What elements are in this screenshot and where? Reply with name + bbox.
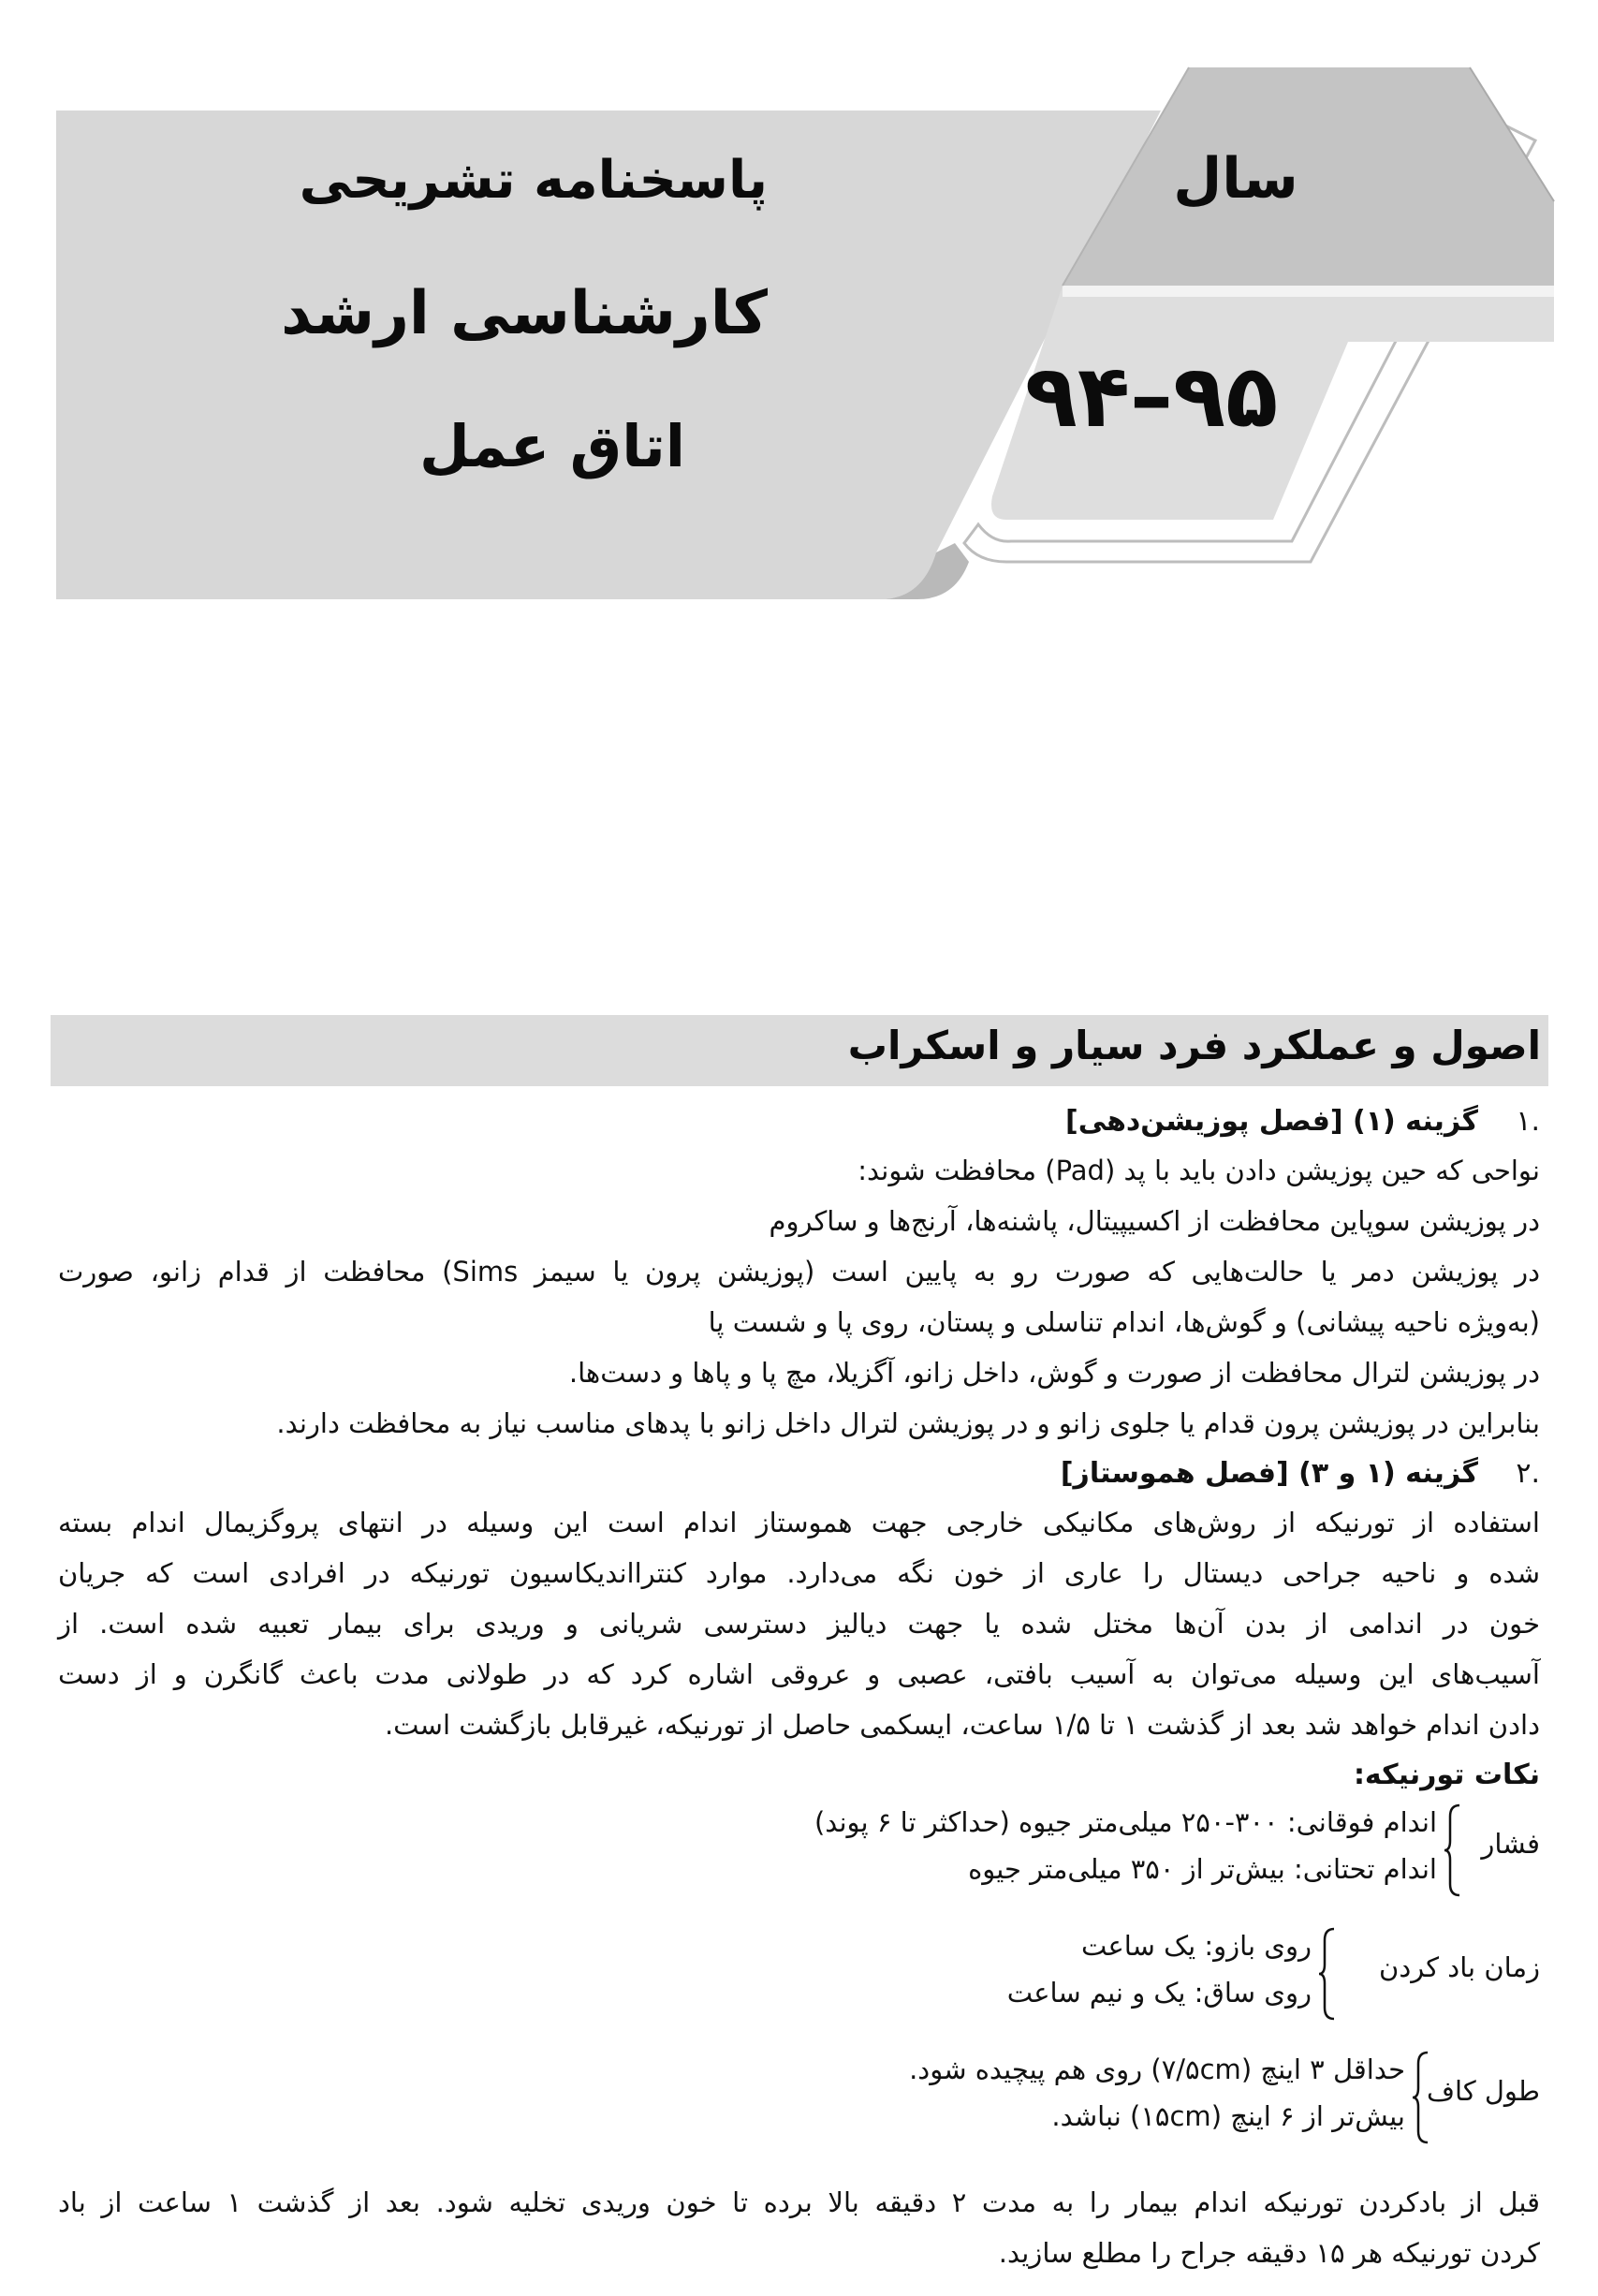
note-group-cuff-length-item-2: بیش‌تر از ۶ اینچ (۱۵cm) نباشد. bbox=[1051, 2100, 1405, 2132]
note-group-pressure-item-2: اندام تحتانی: بیش‌تر از ۳۵۰ میلی‌متر جیوه bbox=[968, 1853, 1437, 1885]
note-group-cuff-length bbox=[604, 2049, 1540, 2142]
note-group-inflation-time bbox=[604, 1925, 1540, 2019]
note-group-inflation-time-item-1: روی بازو: یک ساعت bbox=[1081, 1930, 1312, 1962]
note-group-inflation-time-label: زمان باد کردن bbox=[1379, 1951, 1540, 1983]
banner-graphic bbox=[0, 0, 1598, 655]
q1-line-6: بنابراین در پوزیشن پرون قدام یا جلوی زانو و در پوزیشن لترال داخل زانو با پدهای مناسب نیاز به محافظت دارند. bbox=[276, 1407, 1540, 1439]
q2-closing-line-1: قبل از بادکردن تورنیکه اندام بیمار را به مدت ۲ دقیقه بالا برده تا خون وریدی تخلیه شود. بعد از گذشت ۱ ساعت از باد bbox=[58, 2186, 1540, 2218]
question-2-number: .۲ bbox=[1516, 1457, 1540, 1490]
question-2-heading bbox=[1061, 1453, 1540, 1494]
note-group-pressure bbox=[604, 1802, 1540, 1895]
q1-line-2: در پوزیشن سوپاین محافظت از اکسیپیتال، پاشنه‌ها، آرنج‌ها و ساکروم bbox=[769, 1205, 1540, 1237]
q2-closing-line-2: کردن تورنیکه هر ۱۵ دقیقه جراح را مطلع سازید. bbox=[998, 2237, 1540, 2269]
q2-line-4: آسیب‌های این وسیله می‌توان به آسیب بافتی، عصبی و عروقی اشاره کرد که در طولانی مدت باعث گانگرن و از دست bbox=[58, 1658, 1540, 1690]
banner-title-line3: اتاق عمل bbox=[418, 412, 686, 480]
q1-line-1: نواحی که حین پوزیشن دادن باید با پد (Pad) محافظت شوند: bbox=[858, 1155, 1540, 1186]
q2-line-5: دادن اندام خواهد شد بعد از گذشت ۱ تا ۱/۵ ساعت، ایسکمی حاصل از تورنیکه، غیرقابل بازگشت است. bbox=[384, 1709, 1540, 1741]
note-group-pressure-item-1: اندام فوقانی: ۳۰۰-۲۵۰ میلی‌متر جیوه (حداکثر تا ۶ پوند) bbox=[814, 1806, 1437, 1838]
q2-line-3: خون در اندامی از بدن آن‌ها مختل شده یا جهت دیالیز دسترسی شریانی و وریدی برای بیمار تعبیه شده است. از bbox=[58, 1608, 1540, 1640]
header-banner bbox=[0, 0, 1598, 655]
tourniquet-notes-heading: نکات تورنیکه: bbox=[1353, 1759, 1540, 1791]
curly-brace-icon bbox=[1317, 1927, 1336, 2021]
question-2-answer: گزینه (۱ و ۳) [فصل هموستاز] bbox=[1060, 1457, 1478, 1490]
note-group-inflation-time-item-2: روی ساق: یک و نیم ساعت bbox=[1006, 1977, 1312, 2009]
curly-brace-icon bbox=[1411, 2051, 1429, 2144]
question-1-number: .۱ bbox=[1516, 1105, 1540, 1138]
section-title: اصول و عملکرد فرد سیار و اسکراب bbox=[847, 1023, 1541, 1068]
banner-year-label: سال bbox=[1173, 146, 1298, 212]
q1-line-5: در پوزیشن لترال محافظت از صورت و گوش، داخل زانو، آگزیلا، مچ پا و پاها و دست‌ها. bbox=[568, 1357, 1540, 1389]
note-group-cuff-length-label: طول کاف bbox=[1426, 2075, 1540, 2107]
q2-line-2: شده و ناحیه جراحی دیستال را عاری از خون نگه می‌دارد. موارد کنترااندیکاسیون تورنیکه در افرادی است که جریان bbox=[58, 1557, 1540, 1589]
note-group-cuff-length-item-1: حداقل ۳ اینچ (۷/۵cm) روی هم پیچیده شود. bbox=[909, 2053, 1405, 2085]
note-group-pressure-label: فشار bbox=[1481, 1828, 1540, 1860]
question-1-heading bbox=[1065, 1101, 1540, 1142]
curly-brace-icon bbox=[1443, 1803, 1461, 1897]
banner-years: ۹۴–۹۵ bbox=[1024, 346, 1279, 447]
banner-title-line1: پاسخنامه تشریحی bbox=[299, 150, 768, 211]
q1-line-3: در پوزیشن دمر یا حالت‌هایی که صورت رو به پایین است (پوزیشن پرون یا سیمز Sims) محافظت از قدام زانو، صورت bbox=[58, 1256, 1540, 1288]
banner-light-band bbox=[1063, 286, 1554, 297]
q1-line-4: (به‌ویژه ناحیه پیشانی) و گوش‌ها، اندام تناسلی و پستان، روی پا و شست پا bbox=[708, 1306, 1540, 1338]
section-header bbox=[51, 1015, 1548, 1086]
banner-title-line2: کارشناسی ارشد bbox=[281, 279, 768, 348]
q2-line-1: استفاده از تورنیکه از روش‌های مکانیکی خارجی جهت هموستاز اندام است این وسیله در انتهای پروگزیمال اندام بسته bbox=[58, 1507, 1540, 1538]
question-1-answer: گزینه (۱) [فصل پوزیشن‌دهی] bbox=[1065, 1105, 1478, 1138]
